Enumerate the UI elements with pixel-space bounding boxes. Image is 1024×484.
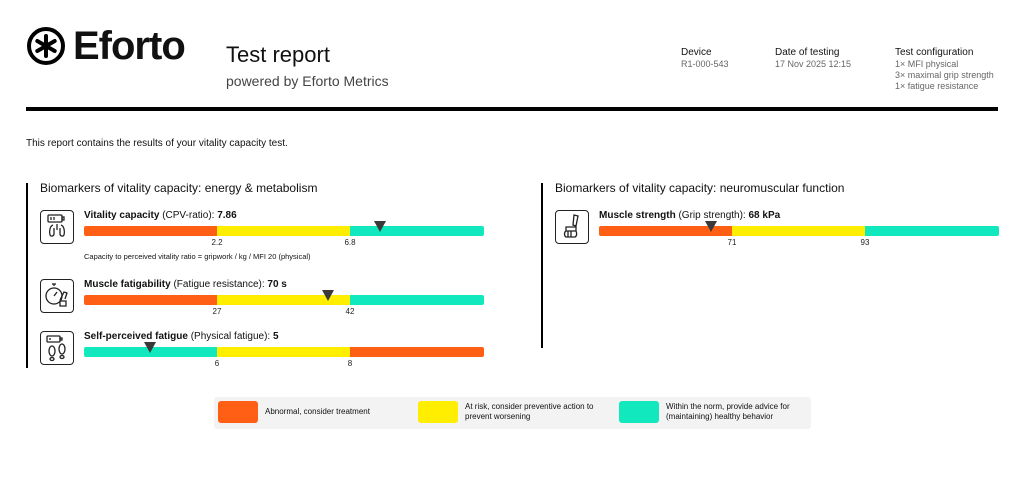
score-bar [84,226,484,236]
legend-item-abnormal [218,401,415,423]
score-marker-icon [322,290,334,301]
biomarker-label: Muscle fatigability (Fatigue resistance): 70 s [84,279,287,290]
legend-text: Abnormal, consider treatment [265,407,370,416]
biomarker-value: 7.86 [217,210,237,221]
section-title: Biomarkers of vitality capacity: energy & metabolism [40,181,318,195]
zone-segment [217,226,350,236]
date-label: Date of testing [775,47,840,58]
legend-swatch [418,401,458,423]
battery-lungs-icon [40,210,74,244]
threshold-tick: 93 [860,238,870,247]
biomarker-value: 68 kPa [748,210,781,221]
threshold-tick: 42 [345,307,355,316]
legend-swatch [218,401,258,423]
zone-segment [84,295,217,305]
threshold-tick: 8 [347,359,353,368]
biomarker-label: Muscle strength (Grip strength): 68 kPa [599,210,781,221]
threshold-tick: 6.8 [344,238,356,247]
biomarker-row-muscle-strength [555,210,1015,250]
threshold-tick: 6 [214,359,220,368]
biomarker-label: Vitality capacity (CPV-ratio): 7.86 [84,210,237,221]
zone-segment [732,226,865,236]
biomarker-note: Capacity to perceived vitality ratio = gripwork / kg / MFI 20 (physical) [84,252,311,261]
zone-segment [350,295,484,305]
legend-text: Within the norm, provide advice for (maintaining) healthy behavior [666,402,790,421]
biomarker-row-self-perceived-fatigue [40,331,500,371]
score-bar [599,226,999,236]
device-info [681,47,729,70]
config-line: 1× fatigue resistance [895,81,979,91]
stopwatch-grip-icon [40,279,74,313]
biomarker-row-muscle-fatigability [40,279,500,319]
score-marker-icon [705,221,717,232]
zone-segment [865,226,999,236]
biomarker-row-vitality-capacity [40,210,500,260]
config-info [895,47,994,92]
device-label: Device [681,47,712,58]
report-header [26,26,998,108]
brand-logo [26,26,185,66]
threshold-tick: 27 [212,307,222,316]
page-subtitle: powered by Eforto Metrics [226,73,389,89]
score-marker-icon [144,342,156,353]
zone-segment [84,226,217,236]
config-line: 1× MFI physical [895,59,959,69]
biomarker-value: 5 [272,331,279,342]
section-energy-metabolism [26,183,506,368]
score-marker-icon [374,221,386,232]
grip-dynamometer-icon [555,210,589,244]
page-title: Test report [226,42,330,67]
config-label: Test configuration [895,47,974,58]
legend-item-at-risk [418,401,615,423]
biomarker-label: Self-perceived fatigue (Physical fatigue): 5 [84,331,279,342]
brand-name: Eforto [73,24,185,68]
zone-segment [350,347,484,357]
section-neuromuscular-function [541,183,1011,348]
intro-text: This report contains the results of your vitality capacity test. [26,138,288,149]
legend-swatch [619,401,659,423]
header-divider [26,107,998,111]
threshold-tick: 71 [727,238,737,247]
section-title: Biomarkers of vitality capacity: neuromuscular function [555,181,845,195]
score-bar [84,295,484,305]
legend-text: At risk, consider preventive action to prevent worsening [465,402,594,421]
date-value: 17 Nov 2025 12:15 [775,59,852,69]
date-info [775,47,851,70]
asterisk-logo-icon [26,26,66,66]
biomarker-value: 70 s [267,279,287,290]
legend-item-normal [619,401,816,423]
color-legend [214,397,811,429]
device-value: R1-000-543 [681,59,729,69]
zone-segment [217,347,350,357]
zone-segment [350,226,484,236]
battery-footprints-icon [40,331,74,365]
threshold-tick: 2.2 [211,238,223,247]
config-line: 3× maximal grip strength [895,70,994,80]
